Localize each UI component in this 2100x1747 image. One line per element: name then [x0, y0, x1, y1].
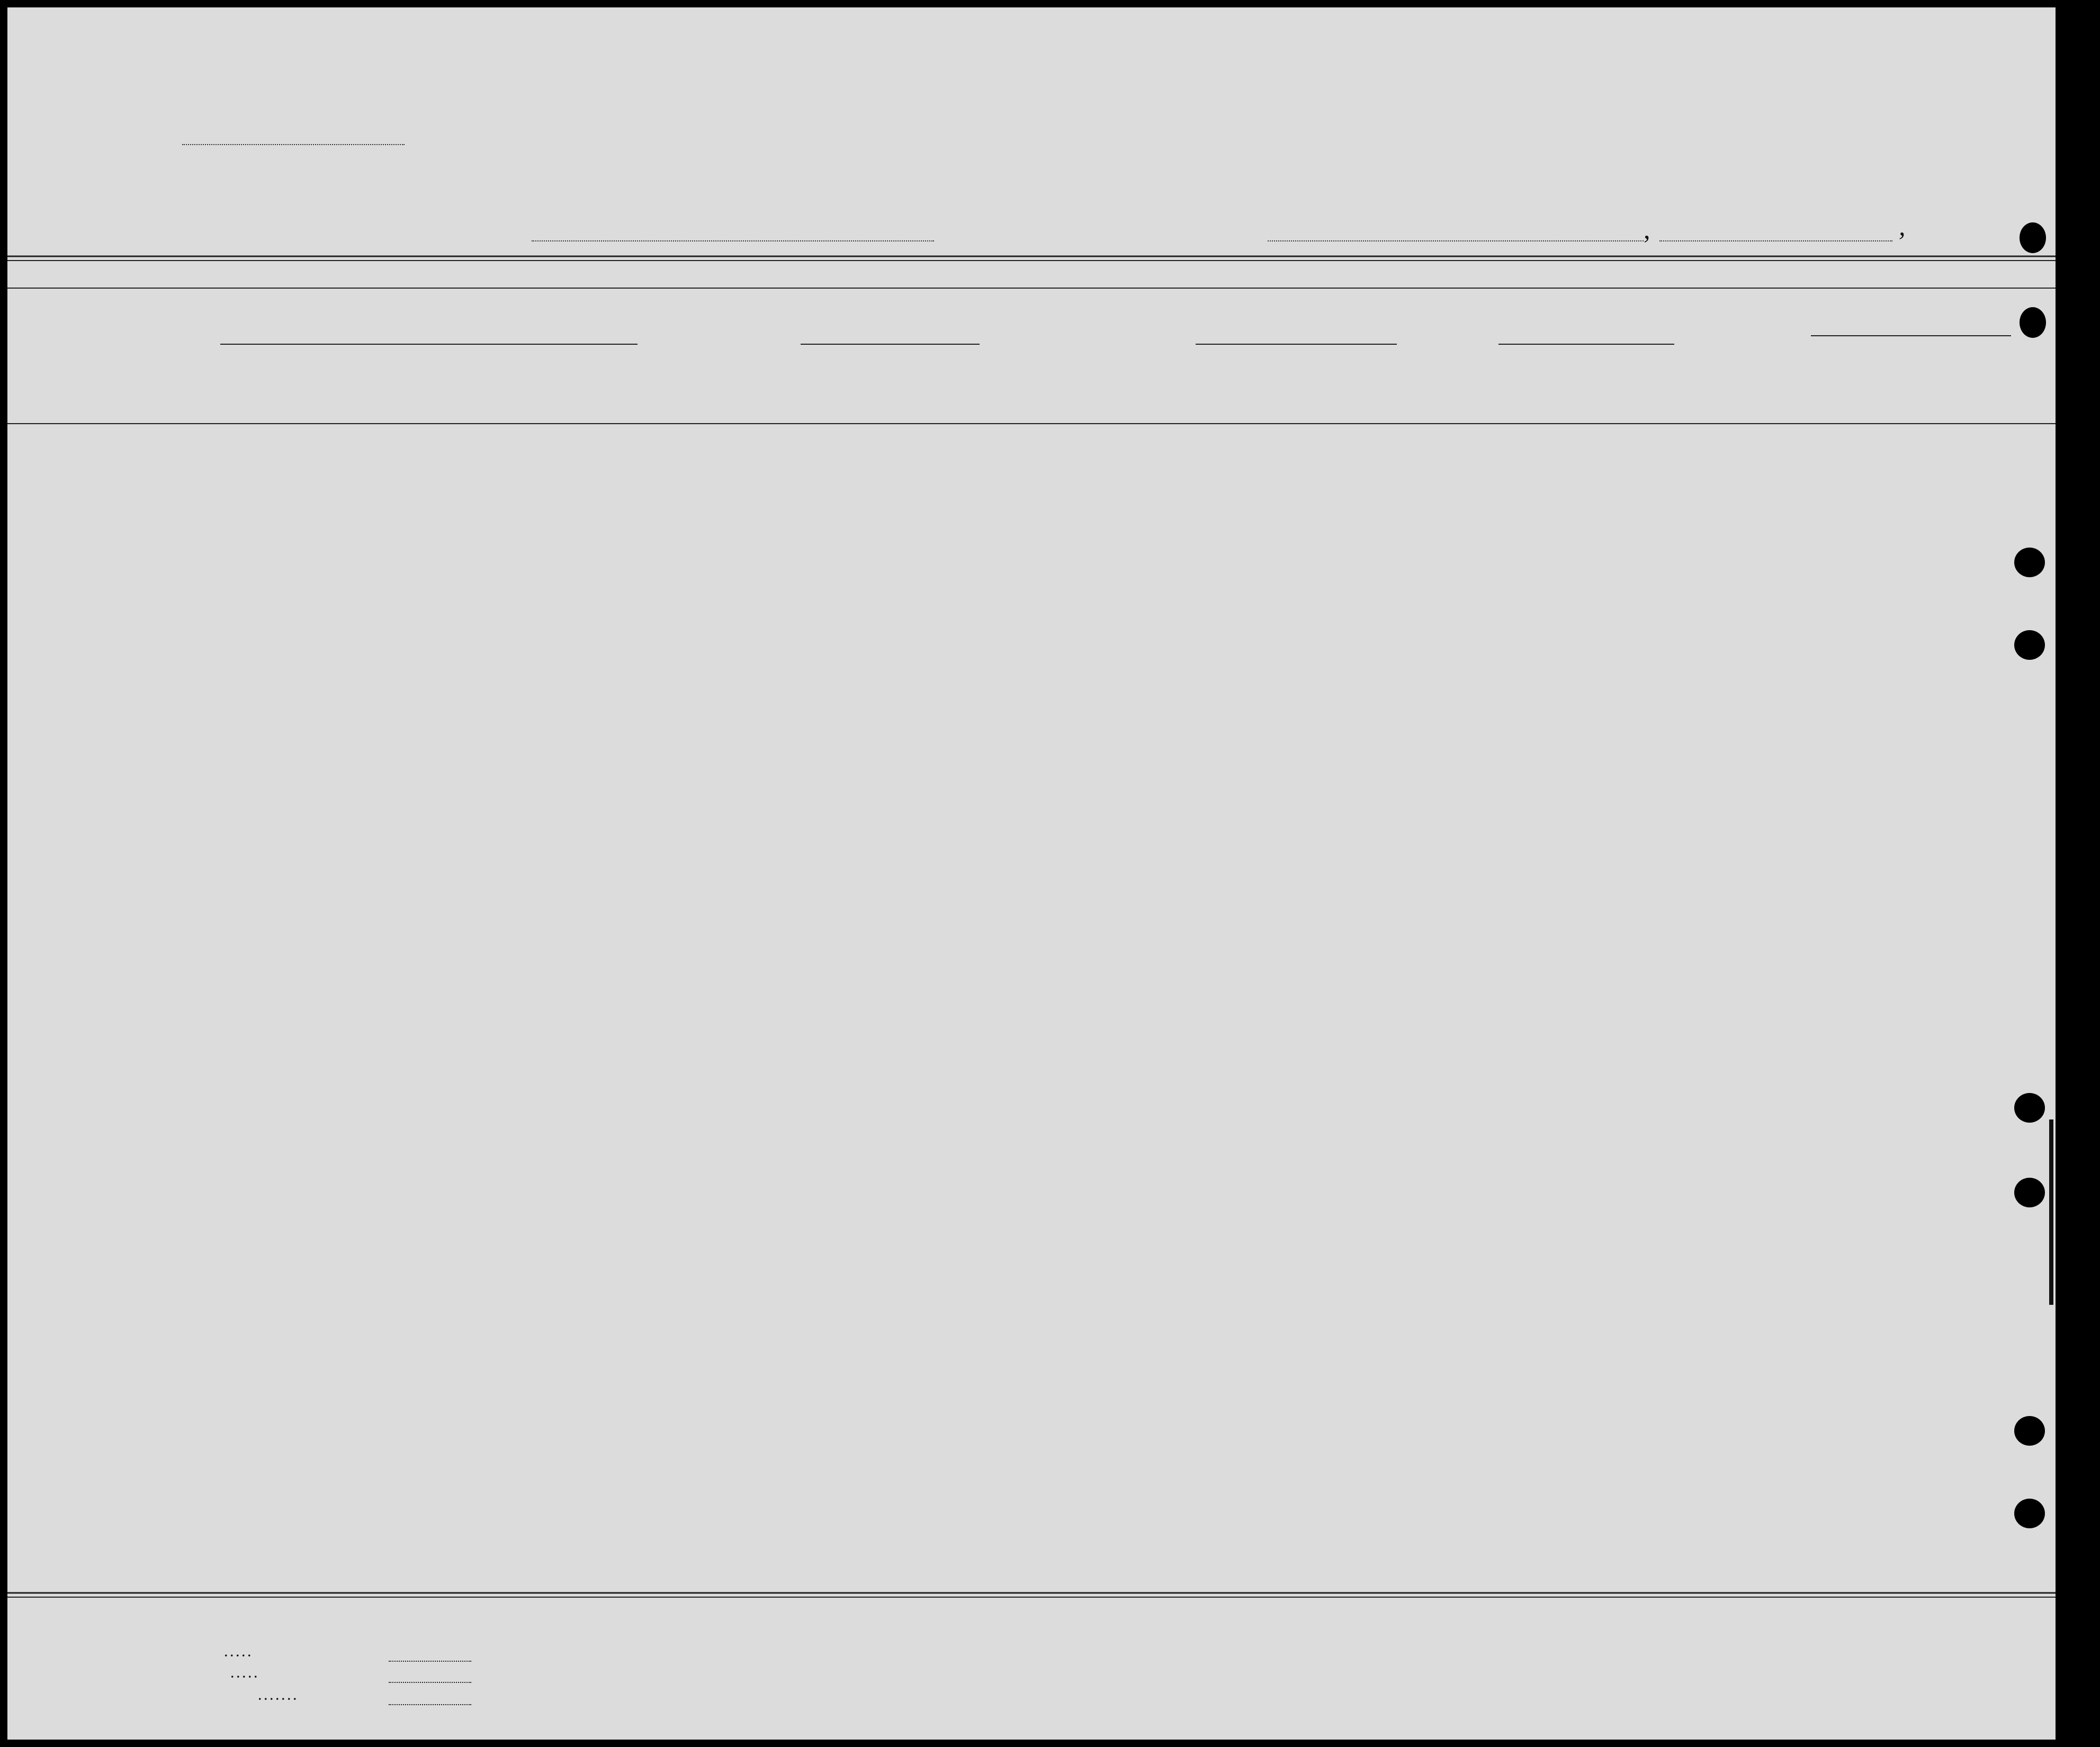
table-grid [7, 7, 2056, 1740]
aliens-row: . . . . . . . [258, 1689, 297, 1703]
us-citizens-row: . . . . . [231, 1667, 257, 1680]
year-prefix: , [1899, 211, 1906, 241]
aliens-field[interactable] [389, 1704, 471, 1705]
punch-hole [2014, 630, 2045, 660]
binding-mark [2049, 1119, 2053, 1305]
us-citizens-field[interactable] [389, 1682, 471, 1683]
manifest-sheet [7, 7, 2056, 1740]
punch-hole [2014, 548, 2045, 577]
total-passengers-field[interactable] [389, 1661, 471, 1662]
punch-hole [2014, 1178, 2045, 1207]
punch-hole [2020, 222, 2046, 253]
punch-hole [2014, 1416, 2045, 1446]
comma: , [1644, 214, 1650, 244]
punch-hole [2014, 1093, 2045, 1123]
punch-hole [2020, 307, 2046, 338]
total-passengers-row: . . . . . [225, 1646, 251, 1659]
punch-hole [2014, 1499, 2045, 1528]
